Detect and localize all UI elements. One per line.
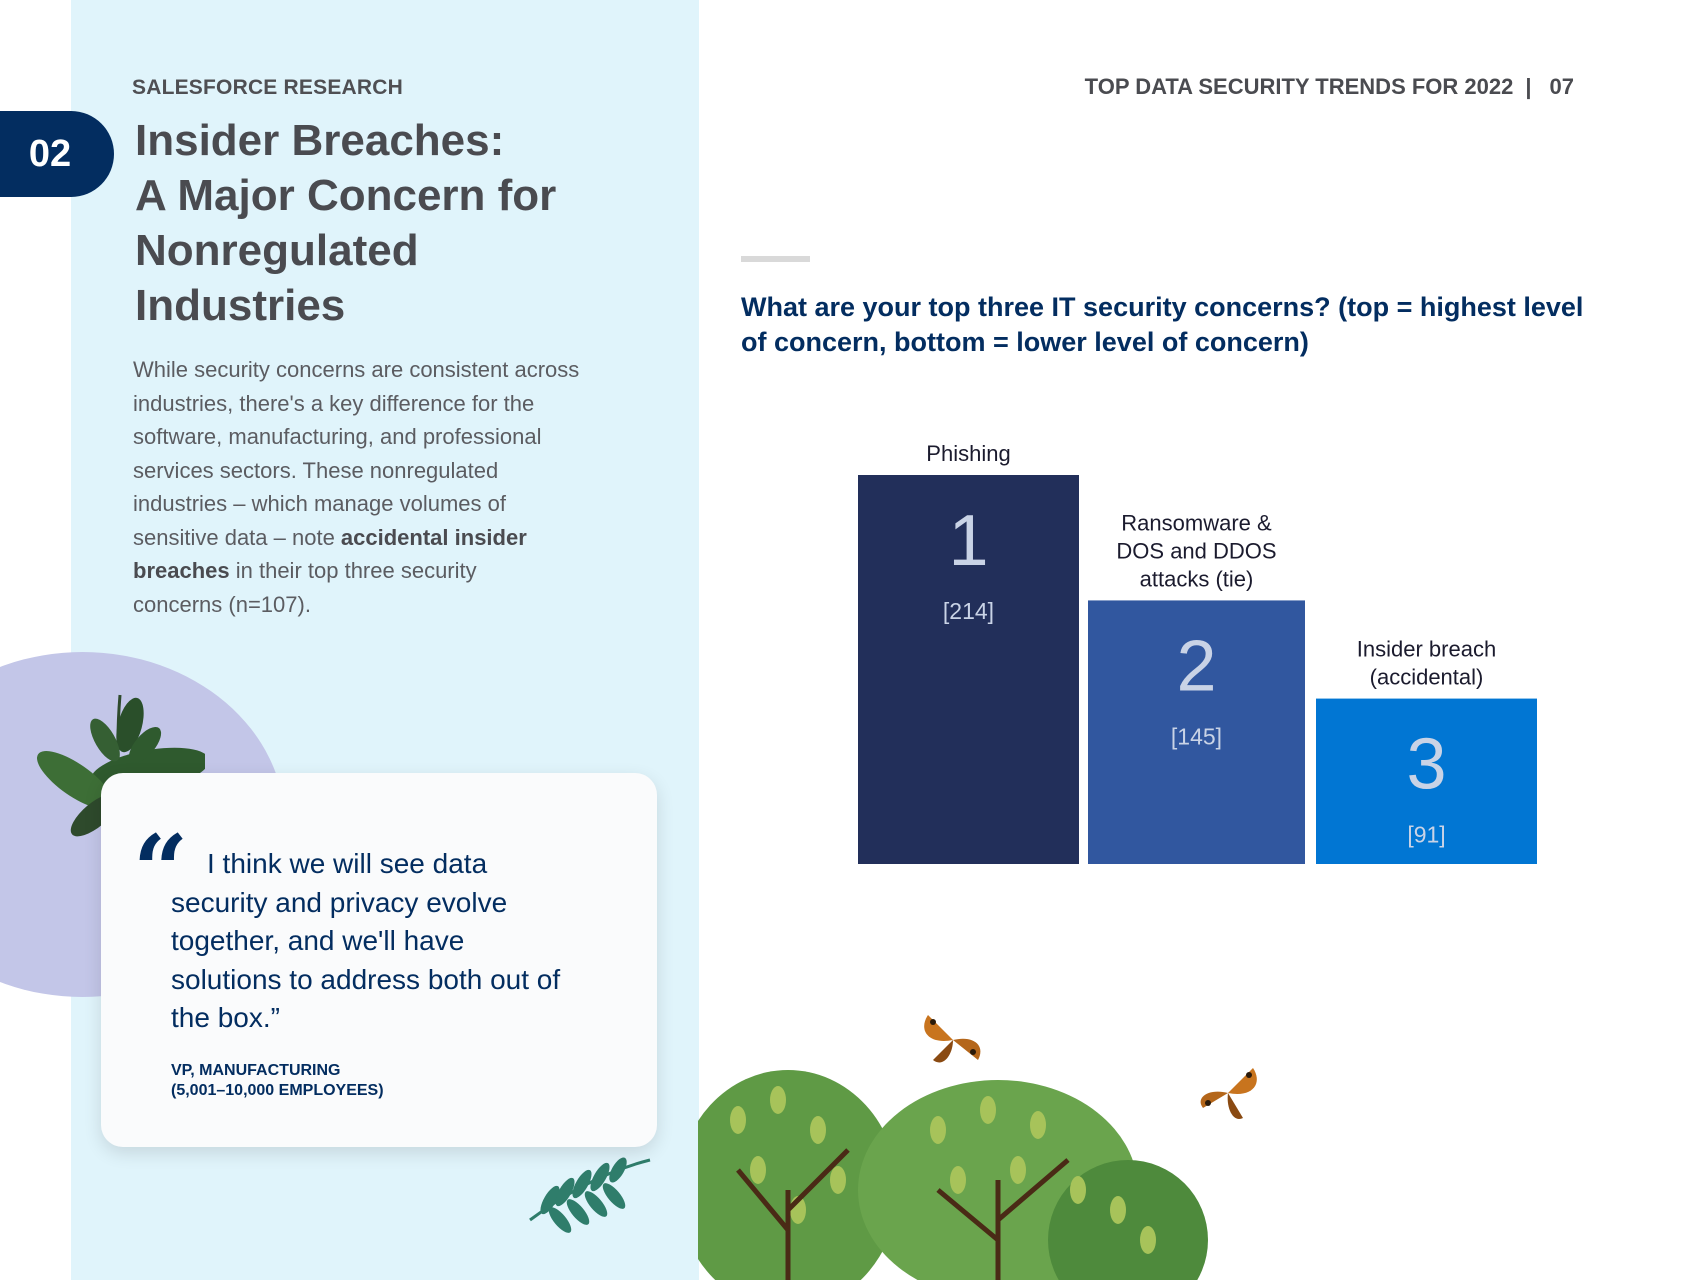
quote-mark-icon: “ [133,814,189,927]
chart-question: What are your top three IT security concerns? (top = highest level of concern, bottom = lower level of concern) [741,292,1584,357]
bar-category-label: Insider breach [1356,636,1497,662]
bar-rank-label: 1 [948,501,989,581]
quote-line: together, and we'll have [171,925,465,956]
bar-rank-label: 3 [1406,724,1447,805]
bar-category-label: (accidental) [1369,664,1484,690]
title-line: Industries [135,281,346,330]
section-number-badge: 02 [0,111,114,197]
body-line: While security concerns are consistent across [133,357,580,382]
bar-rank-label: 2 [1176,626,1217,707]
attribution-line: VP, MANUFACTURING [171,1062,341,1079]
body-emphasis: accidental insider [340,524,527,550]
bar-category-label: DOS and DDOS [1116,538,1277,564]
title-line: A Major Concern for [135,171,557,220]
bar-value-label: [91] [1407,821,1446,848]
body-emphasis: breaches [133,558,230,583]
body-line: services sectors. These nonregulated [133,457,499,483]
body-line: concerns (n=107). [133,591,311,617]
report-title: TOP DATA SECURITY TRENDS FOR 2022 [1084,74,1514,99]
quote-line: solutions to address both out of [171,963,561,995]
title-line: Insider Breaches: [135,116,505,165]
body-line: industries – which manage volumes of [133,491,506,516]
quote-line: I think we will see data [207,848,488,879]
quote-line: the box.” [171,1002,280,1033]
bar-value-label: [214] [942,598,995,624]
body-line: in their top three security [229,558,477,583]
title-line: Nonregulated [135,226,419,275]
bar-category-label: Phishing [926,441,1011,466]
body-line: software, manufacturing, and professional [133,424,542,449]
attribution-line: (5,001–10,000 EMPLOYEES) [171,1082,384,1099]
brand-label: SALESFORCE RESEARCH [132,76,403,99]
tree-illustration [698,1040,1218,1280]
body-line: sensitive data – note [133,524,341,550]
page-number: 07 [1549,74,1574,99]
bar-value-label: [145] [1170,723,1223,750]
bar-category-label: Ransomware & [1121,510,1272,536]
quote-line: security and privacy evolve [171,886,508,918]
bar-category-label: attacks (tie) [1139,566,1254,592]
body-line: industries, there's a key difference for the [133,390,535,416]
header-separator: | [1525,74,1532,99]
